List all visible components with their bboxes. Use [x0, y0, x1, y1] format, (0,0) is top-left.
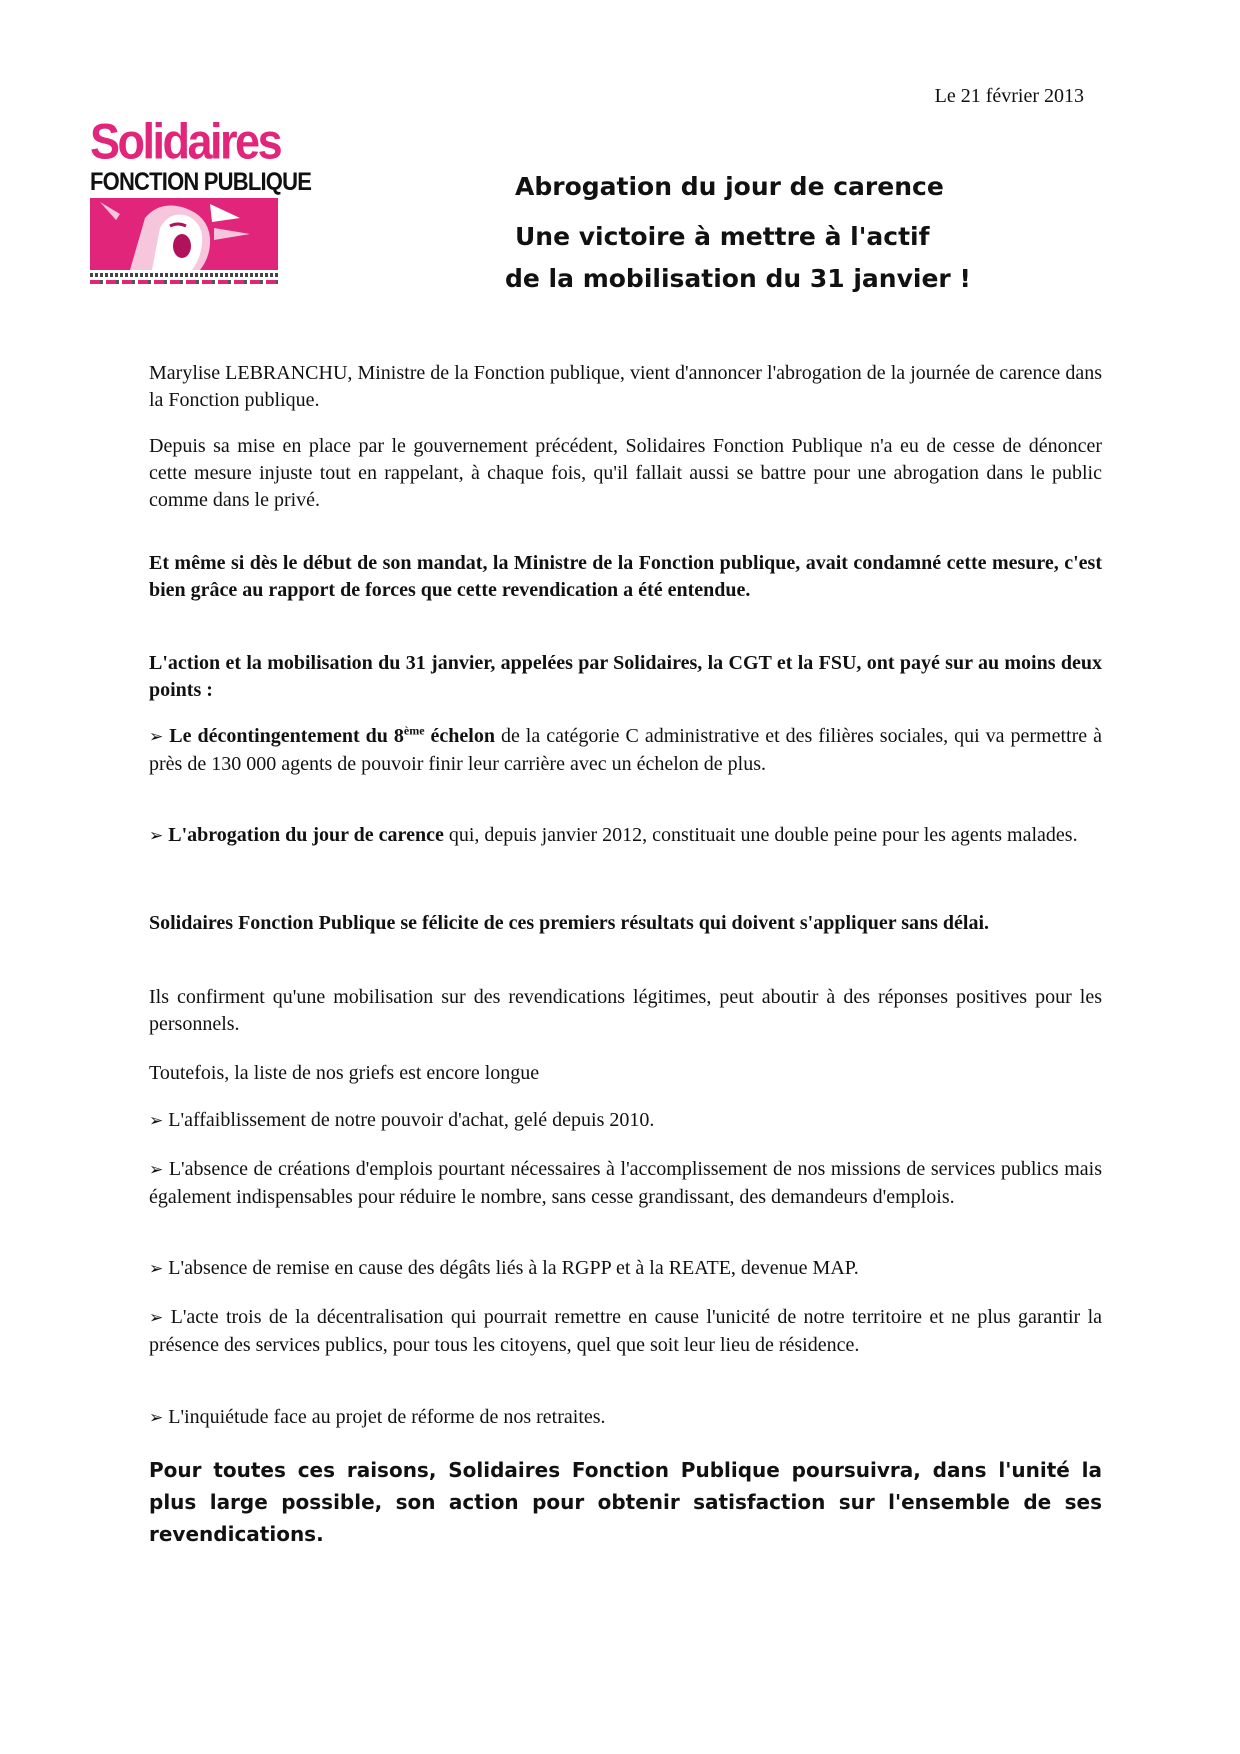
paragraph-rapport-de-forces: Et même si dès le début de son mandat, la Ministre de la Fonction publique, avait condamné cette mesure, c'est bien grâce au rapport de forces que cette revendication a été entendue.: [149, 552, 1102, 601]
arrow-bullet-icon: ➢: [149, 1308, 164, 1328]
list-item-point-1: [149, 723, 1102, 778]
paragraph-denunciation: Depuis sa mise en place par le gouvernement précédent, Solidaires Fonction Publique n'a eu de cesse de dénoncer cette mesure injuste tout en rappelant, à chaque fois, qu'il fallait aussi se battre pour une abrogation dans le public comme dans le privé.: [149, 435, 1102, 511]
paragraph-mobilisation: L'action et la mobilisation du 31 janvier, appelées par Solidaires, la CGT et la FSU, ont payé sur au moins deux points :: [149, 652, 1102, 701]
arrow-bullet-icon: ➢: [149, 1259, 164, 1279]
title-line-2: Une victoire à mettre à l'actif: [515, 222, 930, 251]
logo-fine-print-contact: [90, 280, 278, 284]
paragraph-conclusion: Pour toutes ces raisons, Solidaires Fonction Publique poursuivra, dans l'unité la plus large possible, son action pour obtenir satisfaction sur l'ensemble de ses revendications.: [149, 1458, 1102, 1546]
list-item-grief-1: [149, 1107, 1102, 1135]
title-line-3: de la mobilisation du 31 janvier !: [505, 264, 971, 293]
grief-3-text: L'absence de remise en cause des dégâts liés à la RGPP et à la REATE, devenue MAP.: [168, 1257, 859, 1279]
list-item-point-2: [149, 822, 1102, 850]
arrow-bullet-icon: ➢: [149, 727, 164, 747]
logo-subtitle: FONCTION PUBLIQUE: [90, 167, 312, 196]
grief-2-text: L'absence de créations d'emplois pourtant nécessaires à l'accomplissement de nos missions de services publics mais également indispensables pour réduire le nombre, sans cesse grandissant, des demandeurs d'emplois.: [149, 1158, 1103, 1208]
arrow-bullet-icon: ➢: [149, 1408, 164, 1428]
document-date: Le 21 février 2013: [934, 85, 1084, 107]
list-item-grief-4: [149, 1304, 1102, 1359]
list-item-grief-5: [149, 1404, 1102, 1432]
point-2-bold: L'abrogation du jour de carence: [168, 824, 444, 846]
paragraph-confirmation: Ils confirment qu'une mobilisation sur des revendications légitimes, peut aboutir à des réponses positives pour les personnels.: [149, 986, 1102, 1035]
arrow-bullet-icon: ➢: [149, 1111, 164, 1131]
logo-fine-print: [90, 273, 278, 277]
point-1-superscript: ème: [403, 723, 425, 738]
grief-5-text: L'inquiétude face au projet de réforme de nos retraites.: [168, 1406, 606, 1428]
list-item-grief-2: [149, 1156, 1102, 1211]
paragraph-announcement: Marylise LEBRANCHU, Ministre de la Fonction publique, vient d'annoncer l'abrogation de la journée de carence dans la Fonction publique.: [149, 362, 1102, 411]
paragraph-griefs-intro: Toutefois, la liste de nos griefs est encore longue: [149, 1062, 540, 1084]
solidaires-logo: [90, 112, 312, 288]
title-line-1: Abrogation du jour de carence: [515, 172, 944, 201]
logo-wordmark: Solidaires: [90, 112, 281, 170]
point-1-bold: Le décontingentement du 8: [169, 725, 404, 747]
logo-shouting-face-graphic: [90, 198, 278, 270]
arrow-bullet-icon: ➢: [149, 1160, 164, 1180]
paragraph-felicitation: Solidaires Fonction Publique se félicite de ces premiers résultats qui doivent s'appliquer sans délai.: [149, 912, 990, 934]
point-2-text: qui, depuis janvier 2012, constituait une double peine pour les agents malades.: [443, 824, 1078, 846]
point-1-text: de la catégorie C administrative et des filières sociales, qui va permettre à près de 130 000 agents de pouvoir finir leur carrière avec un échelon de plus.: [149, 725, 1102, 775]
grief-1-text: L'affaiblissement de notre pouvoir d'achat, gelé depuis 2010.: [168, 1109, 655, 1131]
grief-4-text: L'acte trois de la décentralisation qui pourrait remettre en cause l'unicité de notre territoire et ne plus garantir la présence des services publics, pour tous les citoyens, quel que soit leur lieu de résidence.: [149, 1306, 1102, 1356]
list-item-grief-3: [149, 1255, 1102, 1283]
arrow-bullet-icon: ➢: [149, 826, 164, 846]
point-1-bold-2: échelon: [424, 725, 495, 747]
